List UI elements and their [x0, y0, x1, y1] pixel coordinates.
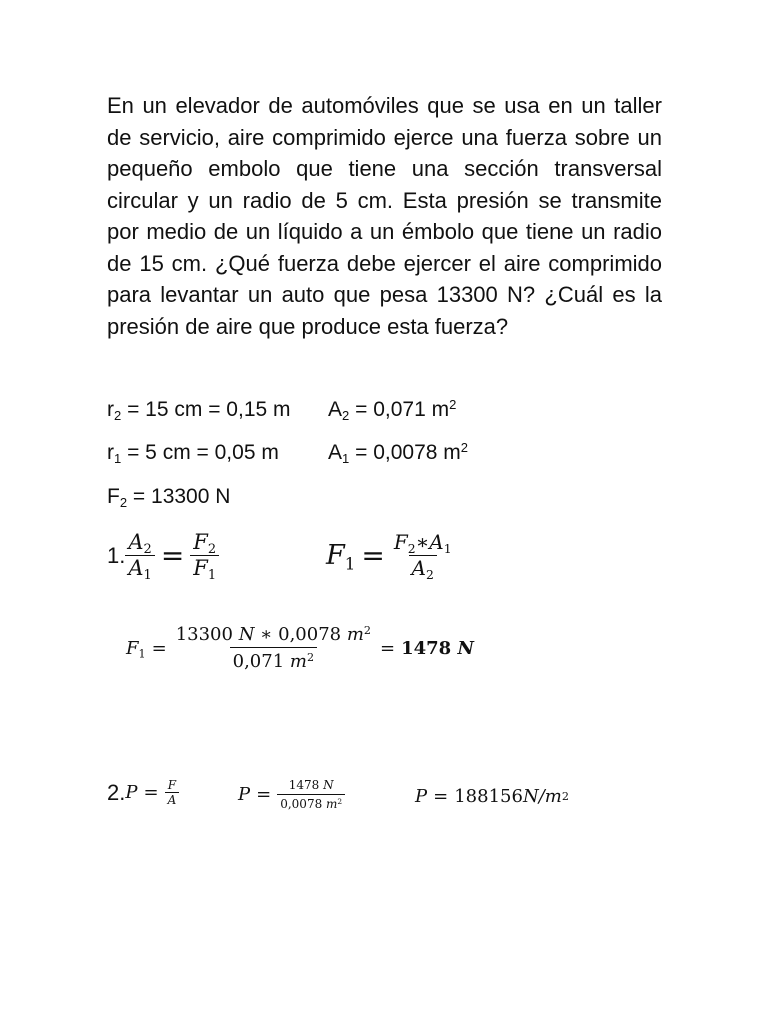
step1-solved-equation: $F_1$ = $\frac{F_2∗A_1}{A_2}$ [326, 530, 455, 581]
pressure-result: P = 188156 N/m 2 [415, 786, 569, 807]
step2-pressure-equation: 2. P = $\frac{F}{A}$ [107, 778, 179, 807]
step1-ratio-equation: 1. $\frac{A_2}{A_1}$ = $\frac{F_2}{F_1}$ [107, 530, 219, 581]
solve-fraction: $\frac{F_2∗A_1}{A_2}$ [393, 530, 452, 582]
step2-number: 2. [107, 779, 126, 805]
step1-number: 1. [107, 542, 126, 568]
ratio-left-fraction: $\frac{A_2}{A_1}$ [125, 530, 154, 581]
given-row-r1-a1 [107, 439, 469, 467]
f1-calculation: $F_1$ = $\frac{13300 N ∗ 0,0078 m^2}{0,071 m^2}$ = 1478 N [126, 623, 474, 672]
pressure-definition-fraction: $\frac{F}{A}$ [165, 778, 180, 807]
given-f2: $F_2 = 13300$ N [107, 485, 231, 511]
given-a1: $A_1 = 0,0078$ $m^2$ [328, 439, 469, 467]
pressure-substitution-fraction: $\frac{1478 N}{0,0078 m^2}$ [277, 778, 345, 811]
f1-calc-fraction: $\frac{13300 N ∗ 0,0078 m^2}{0,071 m^2}$ [175, 623, 372, 672]
given-row-r2-a2 [107, 396, 457, 424]
pressure-substitution: P = $\frac{1478 N}{0,0078 m^2}$ [238, 778, 345, 811]
given-a2: $A_2 = 0,071$ $m^2$ [328, 396, 457, 424]
f1-result: 1478 N [401, 637, 474, 659]
given-r1: $r_1 = 5$ cm = 0,05 m [107, 441, 279, 467]
problem-statement: En un elevador de automóviles que se usa en un taller de servicio, aire comprimido ejerce una fuerza sobre un pequeño embolo que tiene una sección transversal circular y un radio de 5 cm. Esta presión se transmite por medio de un líquido a un émbolo que tiene un radio de 15 cm. ¿Qué fuerza debe ejercer el aire comprimido para levantar un auto que pesa 13300 N? ¿Cuál es la presión de aire que produce esta fuerza? [107, 93, 662, 339]
ratio-right-fraction: $\frac{F_2}{F_1}$ [190, 530, 219, 581]
given-r2: $r_2 = 15$ cm = 0,15 m [107, 398, 291, 424]
